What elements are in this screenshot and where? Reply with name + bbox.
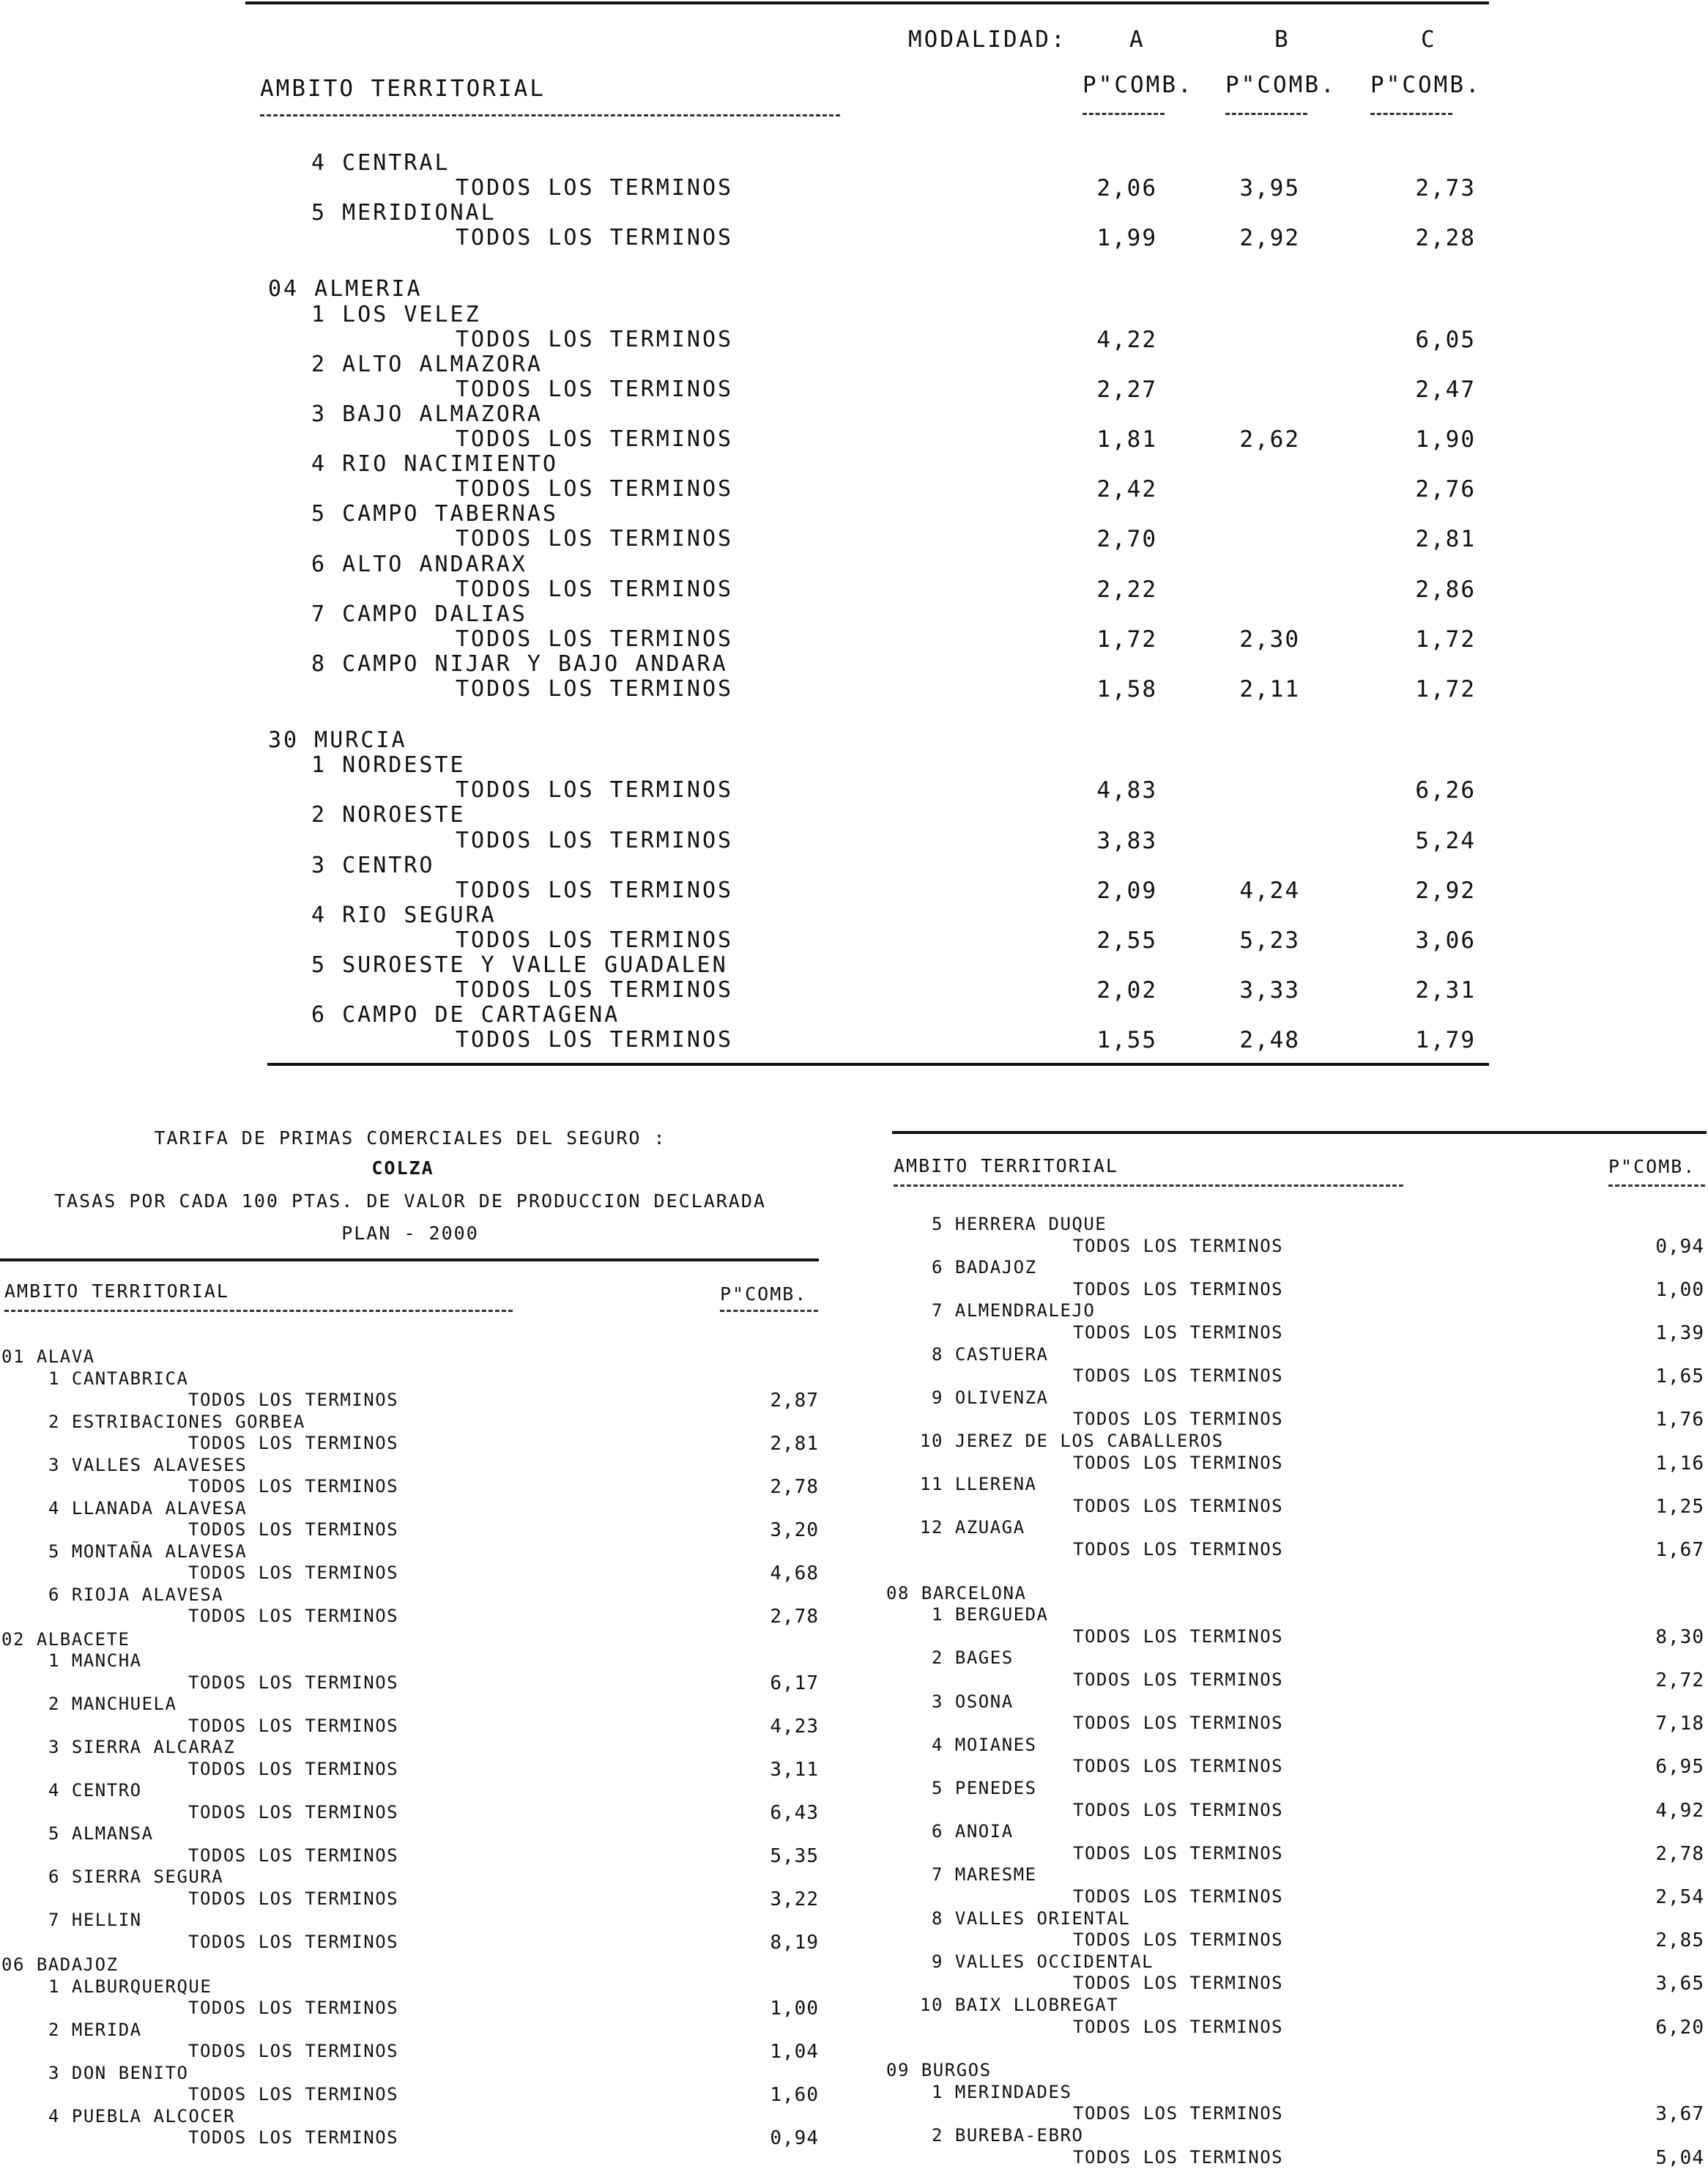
term-label: TODOS LOS TERMINOS (1073, 1409, 1284, 1429)
region-label: 8 CAMPO NIJAR Y BAJO ANDARA (311, 651, 728, 677)
value-c-cell: 2,92 (1415, 878, 1476, 904)
table-row (0, 1409, 1708, 1429)
table-row (0, 2017, 1708, 2037)
value-a-cell: 1,58 (1096, 676, 1157, 702)
value-a-cell: 2,06 (1096, 175, 1157, 201)
value-a-cell: 2,42 (1096, 476, 1157, 503)
pcomb-value-cell: 6,20 (1655, 2017, 1704, 2039)
pcomb-value-cell: 3,65 (1655, 1973, 1704, 1995)
pcomb-value-cell: 1,67 (1655, 1539, 1704, 1561)
table-row (0, 1027, 1708, 1052)
region-label-row (0, 1431, 1708, 1451)
province-label: 30 MURCIA (268, 727, 407, 753)
ambito-territorial-header: AMBITO TERRITORIAL (260, 75, 546, 102)
province-label-row (0, 276, 1708, 301)
pcomb-value-cell: 2,78 (1655, 1843, 1704, 1865)
pcomb-value-cell: 0,94 (1655, 1236, 1704, 1258)
term-label: TODOS LOS TERMINOS (1073, 1669, 1284, 1690)
term-label: TODOS LOS TERMINOS (188, 2127, 399, 2148)
region-label-row (0, 1604, 1708, 1625)
value-b-cell: 2,92 (1239, 225, 1300, 251)
pcomb-value-cell: 3,67 (1655, 2103, 1704, 2125)
region-label-row (0, 853, 1708, 878)
table-row (0, 1562, 820, 1583)
term-label: TODOS LOS TERMINOS (188, 1716, 399, 1736)
term-label: TODOS LOS TERMINOS (1073, 1279, 1284, 1299)
table-row (0, 1669, 1708, 1690)
region-label: 1 MERINDADES (932, 2082, 1072, 2102)
table-row (0, 576, 1708, 601)
table-row (0, 1886, 1708, 1907)
table-row (0, 676, 1708, 701)
column-c-header: C (1421, 26, 1437, 53)
pcomb-value-cell: 4,68 (770, 1562, 819, 1584)
value-b-cell: 2,30 (1239, 626, 1300, 653)
region-label-row (0, 902, 1708, 927)
table-row (0, 977, 1708, 1002)
value-b-cell: 2,62 (1239, 426, 1300, 453)
region-label: 1 LOS VELEZ (311, 302, 481, 327)
value-a-cell: 2,55 (1096, 927, 1157, 954)
region-label: 5 MERIDIONAL (311, 200, 497, 226)
value-a-cell: 4,83 (1096, 777, 1157, 804)
region-label: 5 PENEDES (932, 1778, 1037, 1798)
region-label: 4 CENTRAL (311, 150, 450, 176)
term-label: TODOS LOS TERMINOS (1073, 1322, 1284, 1343)
value-c-cell: 2,31 (1415, 977, 1476, 1004)
top-table-top-rule (245, 1, 1489, 4)
pcomb-value-cell: 1,76 (1655, 1409, 1704, 1431)
table-row (0, 626, 1708, 651)
region-label-row (0, 451, 1708, 476)
pcomb-value-cell: 1,00 (1655, 1279, 1704, 1301)
region-label: 2 BAGES (932, 1647, 1014, 1668)
region-label: 5 ALMANSA (48, 1823, 154, 1844)
pcomb-value-cell: 2,78 (770, 1476, 819, 1498)
term-label: TODOS LOS TERMINOS (188, 1802, 399, 1823)
term-label: TODOS LOS TERMINOS (1073, 1713, 1284, 1733)
term-label: TODOS LOS TERMINOS (1073, 1886, 1284, 1907)
region-label: 1 BERGUEDA (932, 1604, 1049, 1625)
region-label-row (0, 552, 1708, 576)
region-label-row (0, 1647, 1708, 1668)
term-label: TODOS LOS TERMINOS (188, 1932, 399, 1952)
table-row (0, 1365, 1708, 1386)
value-a-cell: 2,09 (1096, 878, 1157, 904)
region-label-row (0, 1735, 1708, 1755)
value-c-cell: 2,81 (1415, 526, 1476, 552)
term-label: TODOS LOS TERMINOS (456, 526, 734, 552)
table-row (0, 1453, 1708, 1473)
region-label: 9 OLIVENZA (932, 1387, 1049, 1408)
table-row (0, 1973, 1708, 1993)
value-c-cell: 1,79 (1415, 1027, 1476, 1053)
value-a-cell: 2,27 (1096, 377, 1157, 403)
region-label-row (0, 1002, 1708, 1027)
table-row (0, 1539, 1708, 1560)
table-row (0, 2103, 1708, 2124)
region-label: 3 OSONA (932, 1691, 1014, 1712)
region-label: 4 CENTRO (48, 1780, 142, 1801)
region-label: 12 AZUAGA (920, 1517, 1025, 1538)
region-label: 1 NORDESTE (311, 752, 466, 778)
term-label: TODOS LOS TERMINOS (188, 2041, 399, 2061)
value-b-cell: 2,11 (1239, 676, 1300, 702)
province-label: 01 ALAVA (1, 1346, 95, 1367)
table-row (0, 2041, 820, 2061)
pcomb-value-cell: 2,72 (1655, 1669, 1704, 1691)
region-label: 4 MOIANES (932, 1735, 1037, 1755)
pcomb-value-cell: 4,23 (770, 1716, 819, 1738)
term-label: TODOS LOS TERMINOS (188, 1519, 399, 1540)
region-label: 6 ANOIA (932, 1821, 1014, 1842)
term-label: TODOS LOS TERMINOS (188, 1433, 399, 1453)
term-label: TODOS LOS TERMINOS (1073, 2017, 1284, 2037)
term-label: TODOS LOS TERMINOS (1073, 1756, 1284, 1776)
term-label: TODOS LOS TERMINOS (188, 1888, 399, 1909)
region-label-row (0, 1864, 1708, 1885)
value-c-cell: 1,90 (1415, 426, 1476, 453)
value-a-cell: 4,22 (1096, 327, 1157, 353)
value-a-cell: 3,83 (1096, 828, 1157, 854)
value-c-cell: 1,72 (1415, 676, 1476, 702)
value-a-cell: 1,99 (1096, 225, 1157, 251)
pcomb-value-cell: 1,00 (770, 1998, 819, 2020)
term-label: TODOS LOS TERMINOS (456, 977, 734, 1003)
term-label: TODOS LOS TERMINOS (456, 878, 734, 903)
pcomb-value-cell: 8,30 (1655, 1626, 1704, 1648)
table-row (0, 1322, 1708, 1343)
region-label: 5 SUROESTE Y VALLE GUADALEN (311, 952, 728, 978)
region-label-row (0, 651, 1708, 676)
value-b-cell: 3,33 (1239, 977, 1300, 1004)
value-c-cell: 2,28 (1415, 225, 1476, 251)
pcomb-value-cell: 3,20 (770, 1519, 819, 1541)
region-label-row (0, 1387, 1708, 1408)
table-row (0, 1800, 1708, 1820)
pcomb-value-cell: 6,95 (1655, 1756, 1704, 1778)
pcomb-value-cell: 1,39 (1655, 1322, 1704, 1344)
region-label-row (0, 802, 1708, 827)
region-label-row (0, 2125, 1708, 2146)
value-a-cell: 2,70 (1096, 526, 1157, 552)
term-label: TODOS LOS TERMINOS (456, 426, 734, 452)
region-label: 5 CAMPO TABERNAS (311, 501, 558, 527)
region-label-row (0, 1691, 1708, 1712)
table-row (0, 1843, 1708, 1864)
term-label: TODOS LOS TERMINOS (456, 576, 734, 602)
region-label-row (0, 1517, 1708, 1538)
term-label: TODOS LOS TERMINOS (456, 777, 734, 803)
term-label: TODOS LOS TERMINOS (188, 1476, 399, 1497)
term-label: TODOS LOS TERMINOS (456, 175, 734, 201)
term-label: TODOS LOS TERMINOS (1073, 2147, 1284, 2168)
region-label: 3 VALLES ALAVESES (48, 1455, 248, 1475)
column-b-header: B (1274, 26, 1291, 53)
pcomb-value-cell: 6,43 (770, 1802, 819, 1824)
region-label: 7 MARESME (932, 1864, 1037, 1885)
province-label: 04 ALMERIA (268, 276, 423, 302)
pcomb-value-cell: 2,78 (770, 1606, 819, 1628)
region-label-row (0, 1778, 1708, 1798)
region-label-row (0, 1821, 1708, 1842)
value-c-cell: 5,24 (1415, 828, 1476, 854)
term-label: TODOS LOS TERMINOS (188, 1998, 399, 2018)
term-label: TODOS LOS TERMINOS (1073, 1453, 1284, 1473)
region-label: 3 DON BENITO (48, 2063, 189, 2083)
value-c-cell: 2,76 (1415, 476, 1476, 503)
value-b-cell: 3,95 (1239, 175, 1300, 201)
value-a-cell: 2,02 (1096, 977, 1157, 1004)
province-label: 09 BURGOS (886, 2060, 992, 2080)
value-c-cell: 2,73 (1415, 175, 1476, 201)
term-label: TODOS LOS TERMINOS (1073, 1843, 1284, 1864)
value-b-cell: 2,48 (1239, 1027, 1300, 1053)
ambito-underline (260, 114, 840, 116)
pcomb-value-cell: 2,54 (1655, 1886, 1704, 1908)
right-pcomb-header: P"COMB. (1608, 1156, 1696, 1177)
table-row (0, 828, 1708, 853)
table-row (0, 1496, 1708, 1516)
region-label-row (0, 1300, 1708, 1321)
table-row (0, 1626, 1708, 1647)
pcomb-underline-c (1370, 113, 1452, 115)
region-label-row (0, 1995, 1708, 2015)
region-label: 1 CANTABRICA (48, 1368, 189, 1389)
right-pcomb-underline (1608, 1184, 1705, 1187)
right-table-top-rule (892, 1131, 1707, 1134)
pcomb-value-cell: 1,04 (770, 2041, 819, 2063)
crop-name: COLZA (371, 1157, 434, 1179)
term-label: TODOS LOS TERMINOS (188, 1845, 399, 1866)
term-label: TODOS LOS TERMINOS (456, 476, 734, 502)
region-label: 8 VALLES ORIENTAL (932, 1908, 1131, 1929)
table-row (0, 2147, 1708, 2168)
region-label-row (0, 200, 1708, 225)
region-label: 1 ALBURQUERQUE (48, 1976, 212, 1997)
term-label: TODOS LOS TERMINOS (456, 676, 734, 702)
term-label: TODOS LOS TERMINOS (1073, 1973, 1284, 1993)
term-label: TODOS LOS TERMINOS (188, 1759, 399, 1779)
term-label: TODOS LOS TERMINOS (188, 2084, 399, 2105)
region-label-row (0, 302, 1708, 327)
pcomb-value-cell: 2,85 (1655, 1929, 1704, 1951)
table-row (0, 1713, 1708, 1733)
pcomb-header-a: P"COMB. (1083, 72, 1194, 98)
province-label-row (0, 727, 1708, 752)
region-label: 5 HERRERA DUQUE (932, 1214, 1107, 1234)
table-row (0, 1756, 1708, 1776)
region-label: 7 CAMPO DALIAS (311, 601, 527, 627)
table-row (0, 526, 1708, 551)
region-label-row (0, 501, 1708, 526)
table-row (0, 476, 1708, 501)
value-c-cell: 6,26 (1415, 777, 1476, 804)
region-label: 9 VALLES OCCIDENTAL (932, 1951, 1154, 1972)
pcomb-underline-b (1225, 113, 1307, 115)
province-label: 02 ALBACETE (1, 1629, 130, 1650)
value-a-cell: 1,72 (1096, 626, 1157, 653)
top-table-bottom-rule (267, 1063, 1489, 1066)
region-label: 7 ALMENDRALEJO (932, 1300, 1096, 1321)
tarifa-title: TARIFA DE PRIMAS COMERCIALES DEL SEGURO : (154, 1127, 667, 1149)
region-label: 2 NOROESTE (311, 802, 466, 828)
column-a-header: A (1129, 26, 1146, 53)
term-label: TODOS LOS TERMINOS (188, 1672, 399, 1693)
term-label: TODOS LOS TERMINOS (456, 828, 734, 853)
term-label: TODOS LOS TERMINOS (456, 927, 734, 953)
region-label: 10 JEREZ DE LOS CABALLEROS (920, 1431, 1224, 1451)
region-label-row (0, 1951, 1708, 1972)
pcomb-value-cell: 3,11 (770, 1759, 819, 1781)
right-ambito-underline (894, 1184, 1403, 1187)
region-label: 6 BADAJOZ (932, 1257, 1037, 1278)
table-row (0, 927, 1708, 952)
table-row (0, 1929, 1708, 1950)
term-label: TODOS LOS TERMINOS (1073, 1929, 1284, 1950)
table-row (0, 225, 1708, 250)
region-label-row (0, 1257, 1708, 1278)
left-ambito-header: AMBITO TERRITORIAL (4, 1280, 229, 1302)
value-b-cell: 4,24 (1239, 878, 1300, 904)
term-label: TODOS LOS TERMINOS (1073, 1539, 1284, 1560)
region-label: 4 RIO SEGURA (311, 902, 497, 928)
value-a-cell: 1,55 (1096, 1027, 1157, 1053)
pcomb-value-cell: 2,87 (770, 1390, 819, 1412)
term-label: TODOS LOS TERMINOS (456, 626, 734, 652)
pcomb-value-cell: 5,04 (1655, 2147, 1704, 2169)
term-label: TODOS LOS TERMINOS (188, 1562, 399, 1583)
table-row (0, 327, 1708, 352)
value-c-cell: 2,86 (1415, 576, 1476, 603)
value-c-cell: 2,47 (1415, 377, 1476, 403)
region-label: 5 MONTAÑA ALAVESA (48, 1541, 248, 1562)
table-row (0, 878, 1708, 902)
term-label: TODOS LOS TERMINOS (456, 1027, 734, 1053)
term-label: TODOS LOS TERMINOS (1073, 1626, 1284, 1647)
province-label-row (0, 2060, 1708, 2080)
region-label: 1 MANCHA (48, 1650, 142, 1671)
region-label-row (0, 1214, 1708, 1234)
term-label: TODOS LOS TERMINOS (456, 327, 734, 352)
pcomb-header-c: P"COMB. (1370, 72, 1482, 98)
region-label: 6 CAMPO DE CARTAGENA (311, 1002, 620, 1028)
region-label-row (0, 1908, 1708, 1929)
pcomb-value-cell: 1,65 (1655, 1365, 1704, 1387)
pcomb-value-cell: 1,25 (1655, 1496, 1704, 1518)
region-label: 10 BAIX LLOBREGAT (920, 1995, 1119, 2015)
table-row (0, 1279, 1708, 1299)
value-a-cell: 1,81 (1096, 426, 1157, 453)
term-label: TODOS LOS TERMINOS (1073, 1496, 1284, 1516)
pcomb-value-cell: 1,16 (1655, 1453, 1704, 1475)
left-pcomb-header: P"COMB. (720, 1283, 808, 1305)
pcomb-value-cell: 6,17 (770, 1672, 819, 1694)
province-label-row (0, 1583, 1708, 1603)
region-label-row (0, 2082, 1708, 2102)
value-c-cell: 6,05 (1415, 327, 1476, 353)
region-label: 2 MERIDA (48, 2020, 142, 2040)
tasas-subtitle: TASAS POR CADA 100 PTAS. DE VALOR DE PRODUCCION DECLARADA (54, 1190, 766, 1212)
table-row (0, 377, 1708, 401)
region-label-row (0, 1344, 1708, 1365)
region-label-row (0, 952, 1708, 977)
region-label: 4 RIO NACIMIENTO (311, 451, 558, 477)
region-label-row (0, 752, 1708, 777)
table-row (0, 426, 1708, 451)
region-label: 3 CENTRO (311, 853, 435, 878)
pcomb-value-cell: 7,18 (1655, 1713, 1704, 1735)
term-label: TODOS LOS TERMINOS (188, 1390, 399, 1410)
right-ambito-header: AMBITO TERRITORIAL (894, 1155, 1118, 1176)
region-label: 2 BUREBA-EBRO (932, 2125, 1084, 2146)
pcomb-value-cell: 8,19 (770, 1932, 819, 1954)
region-label-row (0, 601, 1708, 626)
pcomb-value-cell: 0,94 (770, 2127, 819, 2149)
term-label: TODOS LOS TERMINOS (456, 377, 734, 402)
region-label: 2 ALTO ALMAZORA (311, 352, 543, 377)
modalidad-label: MODALIDAD: (908, 26, 1067, 53)
province-label: 08 BARCELONA (886, 1583, 1027, 1603)
region-label: 7 HELLIN (48, 1910, 142, 1930)
plan-year: PLAN - 2000 (341, 1223, 479, 1244)
region-label: 4 LLANADA ALAVESA (48, 1498, 248, 1519)
region-label: 6 RIOJA ALAVESA (48, 1584, 224, 1605)
pcomb-underline-a (1083, 113, 1165, 115)
region-label: 4 PUEBLA ALCOCER (48, 2106, 236, 2127)
value-a-cell: 2,22 (1096, 576, 1157, 603)
pcomb-value-cell: 4,92 (1655, 1800, 1704, 1822)
pcomb-header-b: P"COMB. (1225, 72, 1337, 98)
table-row (0, 175, 1708, 200)
value-c-cell: 3,06 (1415, 927, 1476, 954)
province-label: 06 BADAJOZ (1, 1954, 119, 1975)
region-label: 2 ESTRIBACIONES GORBEA (48, 1412, 305, 1432)
region-label-row (0, 150, 1708, 175)
pcomb-value-cell: 5,35 (770, 1845, 819, 1867)
term-label: TODOS LOS TERMINOS (1073, 1236, 1284, 1256)
table-row (0, 1236, 1708, 1256)
value-b-cell: 5,23 (1239, 927, 1300, 954)
pcomb-value-cell: 2,81 (770, 1433, 819, 1455)
pcomb-value-cell: 1,60 (770, 2084, 819, 2106)
region-label-row (0, 401, 1708, 426)
term-label: TODOS LOS TERMINOS (188, 1606, 399, 1626)
region-label-row (0, 1474, 1708, 1494)
region-label: 2 MANCHUELA (48, 1694, 177, 1714)
region-label: 3 SIERRA ALCARAZ (48, 1737, 236, 1757)
region-label: 3 BAJO ALMAZORA (311, 401, 543, 427)
region-label-row (0, 352, 1708, 377)
table-row (0, 777, 1708, 802)
term-label: TODOS LOS TERMINOS (456, 225, 734, 251)
region-label: 8 CASTUERA (932, 1344, 1049, 1365)
region-label: 6 SIERRA SEGURA (48, 1866, 224, 1887)
term-label: TODOS LOS TERMINOS (1073, 1800, 1284, 1820)
pcomb-value-cell: 3,22 (770, 1888, 819, 1910)
term-label: TODOS LOS TERMINOS (1073, 2103, 1284, 2124)
region-label: 6 ALTO ANDARAX (311, 552, 527, 577)
region-label: 11 LLERENA (920, 1474, 1037, 1494)
value-c-cell: 1,72 (1415, 626, 1476, 653)
term-label: TODOS LOS TERMINOS (1073, 1365, 1284, 1386)
